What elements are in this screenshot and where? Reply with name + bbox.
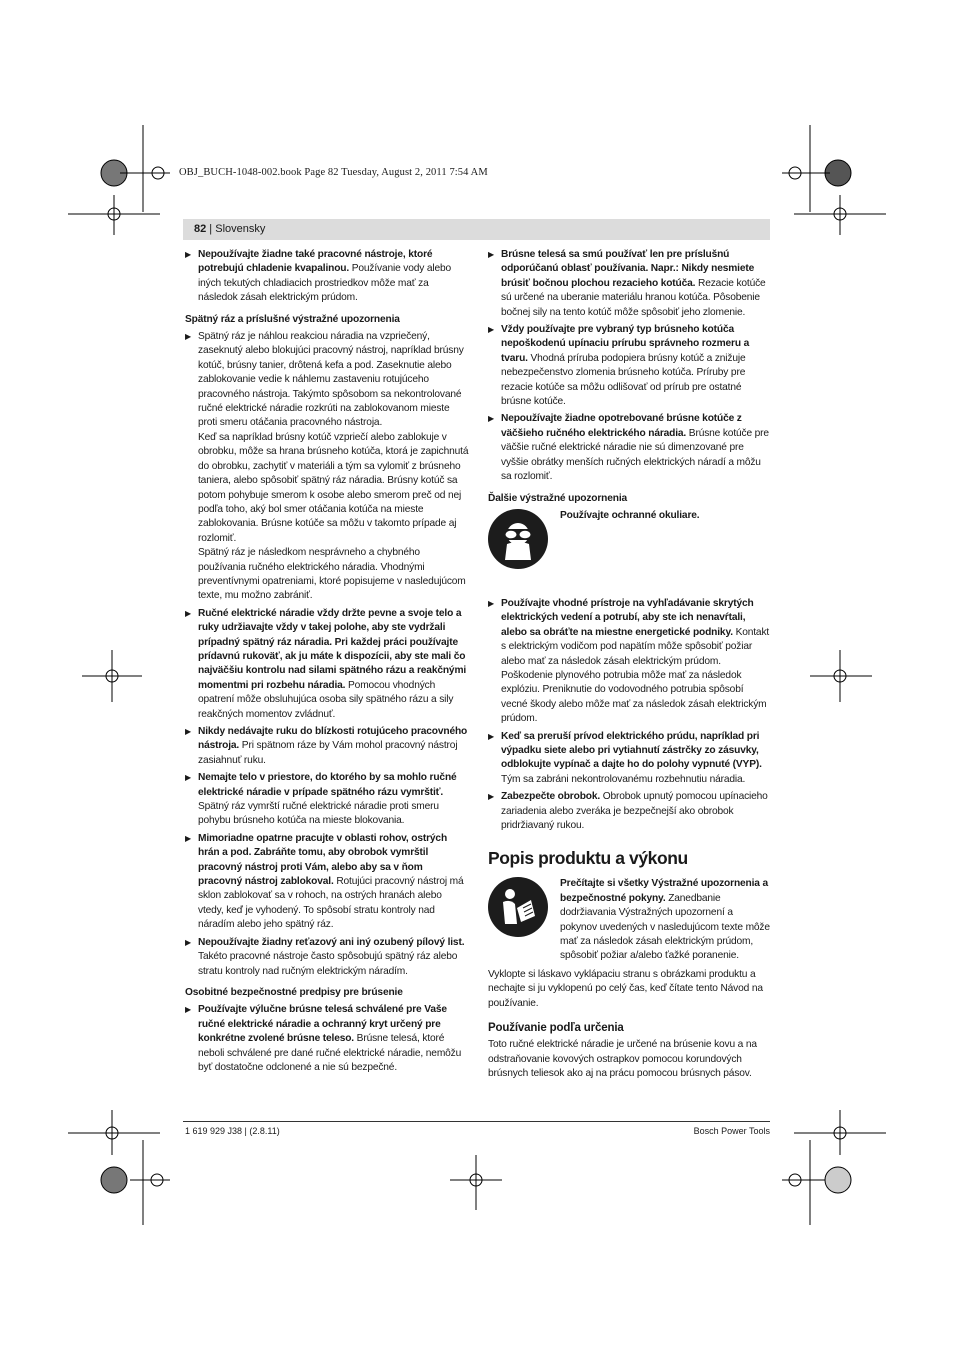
bullet-bold: Zabezpečte obrobok.	[501, 791, 601, 803]
page-number: 82	[194, 223, 207, 235]
bullet-text: Tým sa zabráni nekontrolovanému rozbehnutiu náradia.	[501, 773, 746, 785]
print-header: OBJ_BUCH-1048-002.book Page 82 Tuesday, August 2, 2011 7:54 AM	[179, 167, 488, 178]
triangle-right-icon: ▶	[185, 727, 192, 736]
list-item	[185, 936, 469, 979]
read-manual-text	[560, 877, 772, 963]
bullet-bold: Nepoužívajte žiadny reťazový ani iný ozubený pílový list.	[198, 936, 465, 948]
safety-goggles-icon	[488, 509, 548, 569]
triangle-right-icon: ▶	[488, 414, 495, 424]
triangle-right-icon: ▶	[185, 773, 192, 783]
triangle-right-icon: ▶	[488, 325, 495, 335]
triangle-right-icon: ▶	[488, 731, 495, 741]
bullet-text: Obrobok upnutý pomocou upínacieho zariadenia alebo zveráka je bezpečnejší ako obrobok pridržiavaný rukou.	[501, 791, 768, 831]
bullet-bold: Keď sa preruší prívod elektrického prúdu, napríklad pri výpadku siete alebo pri vytiahnutí zástrčky zo zásuvky, odblokujte vypínač a dajte ho do polohy vypnuté (VYP).	[501, 730, 762, 771]
goggles-notice	[488, 509, 772, 569]
language-label: Slovensky	[215, 223, 266, 235]
triangle-right-icon: ▶	[185, 250, 192, 259]
right-column	[488, 248, 772, 1082]
triangle-right-icon: ▶	[185, 833, 192, 843]
section-heading: Spätný ráz a príslušné výstražné upozornenia	[185, 313, 400, 325]
triangle-right-icon: ▶	[185, 332, 192, 342]
section-heading: Ďalšie výstražné upozornenia	[488, 492, 628, 504]
section-heading: Používanie podľa určenia	[488, 1022, 624, 1035]
list-item	[185, 1003, 469, 1075]
bullet-text: Pri spätnom ráze by Vám mohol pracovný nástroj zasiahnuť ruku.	[198, 740, 458, 766]
paragraph: Toto ručné elektrické náradie je určené na brúsenie kovu a na odstraňovanie kovových ostrapkov pomocou korundových brúsnych teliesok ako aj na prácu pomocou brúsnych pásov.	[488, 1039, 757, 1080]
bullet-bold: Vždy používajte pre vybraný typ brúsneho kotúča nepoškodenú upínaciu prírubu správneho rozmeru a tvaru.	[501, 324, 750, 364]
list-item	[185, 248, 469, 306]
paragraph: Keď sa napríklad brúsny kotúč vzpriečí alebo zablokuje v obrobku, môže sa hrana brúsneho kotúča, ktorá je zapichnutá do obrobku, zachytiť v materiáli a tým sa vylomiť z brúsneho taniera, alebo spôsobiť spätný ráz náradia. Brúsny kotúč sa potom pohybuje smerom k osobe alebo smerom preč od nej podľa toho, aký bol smer otáčania kotúča na mieste zablokovania. Brúsne kotúče sa môžu v takomto prípade aj rozlomiť.	[198, 431, 469, 544]
bullet-text: Rotujúci pracovný nástroj má sklon zablokovať sa v rohoch, na ostrých hranách alebo vtedy, keď je vyhodený. To spôsobí stratu kontroly nad náradím alebo jeho spätný ráz.	[198, 876, 464, 931]
footer-divider	[183, 1121, 770, 1122]
bullet-text: Rezacie kotúče sú určené na uberanie materiálu hranou kotúča. Pôsobenie bočnej sily na tento kotúč môže spôsobiť jeho zlomenie.	[501, 277, 766, 318]
list-item	[185, 607, 469, 722]
bullet-text: Brúsne kotúče pre väčšie ručné elektrické náradie nie sú dimenzované pre vyššie obrátky menších ručných elektrických náradí a môžu sa rozlomiť.	[501, 427, 769, 483]
paragraph: Spätný ráz je následkom nesprávneho a chybného používania ručného elektrického náradia. Vhodnými preventívnymi opatreniami, ktoré popisujeme v nasledujúcom texte, mu možno zabrániť.	[198, 547, 466, 602]
list-item	[185, 330, 469, 604]
page-header-band	[183, 219, 770, 240]
triangle-right-icon: ▶	[185, 1005, 192, 1015]
list-item	[185, 771, 469, 829]
list-item	[185, 725, 469, 768]
read-manual-rest: Zanedbanie dodržiavania Výstražných upozornení a pokynov uvedených v nasledujúcom texte môže mať za následok zásah elektrickým prúdom, spôsobiť požiar a/alebo ťažké poranenie.	[560, 892, 770, 962]
triangle-right-icon: ▶	[488, 792, 495, 802]
section-title: Popis produktu a výkonu	[488, 848, 688, 869]
bullet-bold: Nepoužívajte žiadne také pracovné nástroje, ktoré potrebujú chladenie kvapalinou.	[198, 249, 433, 275]
bullet-bold: Brúsne telesá sa smú používať len pre príslušnú odporúčanú oblasť používania. Napr.: Nikdy nesmiete brúsiť bočnou plochou rezacieho kotúča.	[501, 249, 755, 289]
bullet-bold: Používajte vhodné prístroje na vyhľadávanie skrytých elektrických vedení a potrubí, aby ste ich nenavŕtali, alebo sa obráťte na miestne energetické podniky.	[501, 597, 754, 638]
triangle-right-icon: ▶	[488, 598, 495, 608]
goggles-label: Používajte ochranné okuliare.	[560, 509, 700, 521]
bullet-text: Takéto pracovné nástroje často spôsobujú spätný ráz alebo stratu kontroly nad ručným elektrickým náradím.	[198, 951, 458, 977]
list-item	[488, 412, 772, 484]
paragraph: Spätný ráz je náhlou reakciou náradia na vzpriečený, zaseknutý alebo blokujúci pracovný nástroj, napríklad brúsny kotúč, brúsny tanier, drôtená kefa a pod. Zaseknutie alebo zablokovanie vedie k náhlemu zastaveniu rotujúceho pracovného nástroja. Takýmto spôsobom sa nekontrolované ručné elektrické náradie rozkrúti na zablokovanom mieste proti smeru otáčania pracovného nástroja.	[198, 331, 464, 429]
triangle-right-icon: ▶	[488, 250, 495, 259]
bullet-bold: Nikdy nedávajte ruku do blízkosti rotujúceho pracovného nástroja.	[198, 726, 468, 752]
bullet-text: Pomocou vhodných opatrení môže obsluhujúca osoba sily spätného rázu a sily reakčných momentov zvládnuť.	[198, 679, 454, 720]
list-item	[488, 248, 772, 320]
footer-brand: Bosch Power Tools	[693, 1126, 770, 1136]
bullet-text: Brúsne telesá, ktoré neboli schválené pre dané ručné elektrické náradie, nemôžu byť dostatočne odclonené a nie sú bezpečné.	[198, 1033, 462, 1073]
bullet-bold: Používajte výlučne brúsne telesá schválené pre Vaše ručné elektrické náradie a ochranný kryt určený pre konkrétne zvolené brúsne teleso.	[198, 1004, 447, 1045]
bullet-text: Spätný ráz vymrští ručné elektrické náradie proti smeru pohybu brúsneho kotúča na mieste blokovania.	[198, 801, 439, 827]
read-manual-icon	[488, 877, 548, 937]
list-item	[488, 730, 772, 788]
header-separator: |	[206, 223, 216, 235]
triangle-right-icon: ▶	[185, 608, 192, 618]
paragraph: Vyklopte si láskavo vyklápaciu stranu s obrázkami produktu a nechajte si ju vyklopenú po celý čas, keď čítate tento Návod na používanie.	[488, 968, 763, 1009]
triangle-right-icon: ▶	[185, 937, 192, 947]
left-column	[185, 248, 469, 1078]
bullet-bold: Mimoriadne opatrne pracujte v oblasti rohov, ostrých hrán a pod. Zabráňte tomu, aby obrobok vymrštil pracovný nástroj proti Vám, alebo aby sa v ňom pracovný nástroj zablokoval.	[198, 832, 448, 888]
bullet-text: Kontakt s elektrickým vodičom pod napätím môže spôsobiť požiar alebo mať za následok zásah elektrickým prúdom. Poškodenie plynového potrubia môže mať za následok explóziu. Preniknutie do vodovodného potrubia spôsobí vecné škody alebo môže mať za následok zásah elektrickým prúdom.	[501, 626, 770, 725]
bullet-bold: Ručné elektrické náradie vždy držte pevne a svoje telo a ruky udržiavajte vždy v takej polohe, aby ste vydržali prípadný spätný ráz náradia. Pri každej práci používajte prídavnú rukoväť, ak ju máte k dispozícii, aby ste mali čo najväčšiu kontrolu nad silami spätného rázu a reakčnými momentmi pri rozbehu náradia.	[198, 607, 467, 691]
list-item	[488, 790, 772, 833]
bullet-bold: Nemajte telo v priestore, do ktorého by sa mohlo ručné elektrické náradie v prípade spätného rázu vymrštiť.	[198, 772, 457, 798]
read-manual-bold: Prečítajte si všetky Výstražné upozornenia a bezpečnostné pokyny.	[560, 878, 768, 904]
list-item	[488, 323, 772, 409]
bullet-text: Používanie vody alebo iných tekutých chladiacich prostriedkov môže mať za následok zásah elektrickým prúdom.	[198, 263, 452, 304]
footer-doc-id: 1 619 929 J38 | (2.8.11)	[185, 1126, 280, 1136]
read-manual-notice	[488, 877, 772, 963]
list-item	[185, 832, 469, 933]
bullet-text: Vhodná príruba podopiera brúsny kotúč a znižuje nebezpečenstvo zlomenia brúsneho kotúča. Príruby pre rezacie kotúče sa môžu odlišovať od prírub pre ostatné brúsne kotúče.	[501, 352, 746, 408]
list-item	[488, 597, 772, 727]
section-heading: Osobitné bezpečnostné predpisy pre brúsenie	[185, 986, 403, 998]
bullet-bold: Nepoužívajte žiadne opotrebované brúsne kotúče z väčšieho ručného elektrického náradia.	[501, 413, 742, 439]
